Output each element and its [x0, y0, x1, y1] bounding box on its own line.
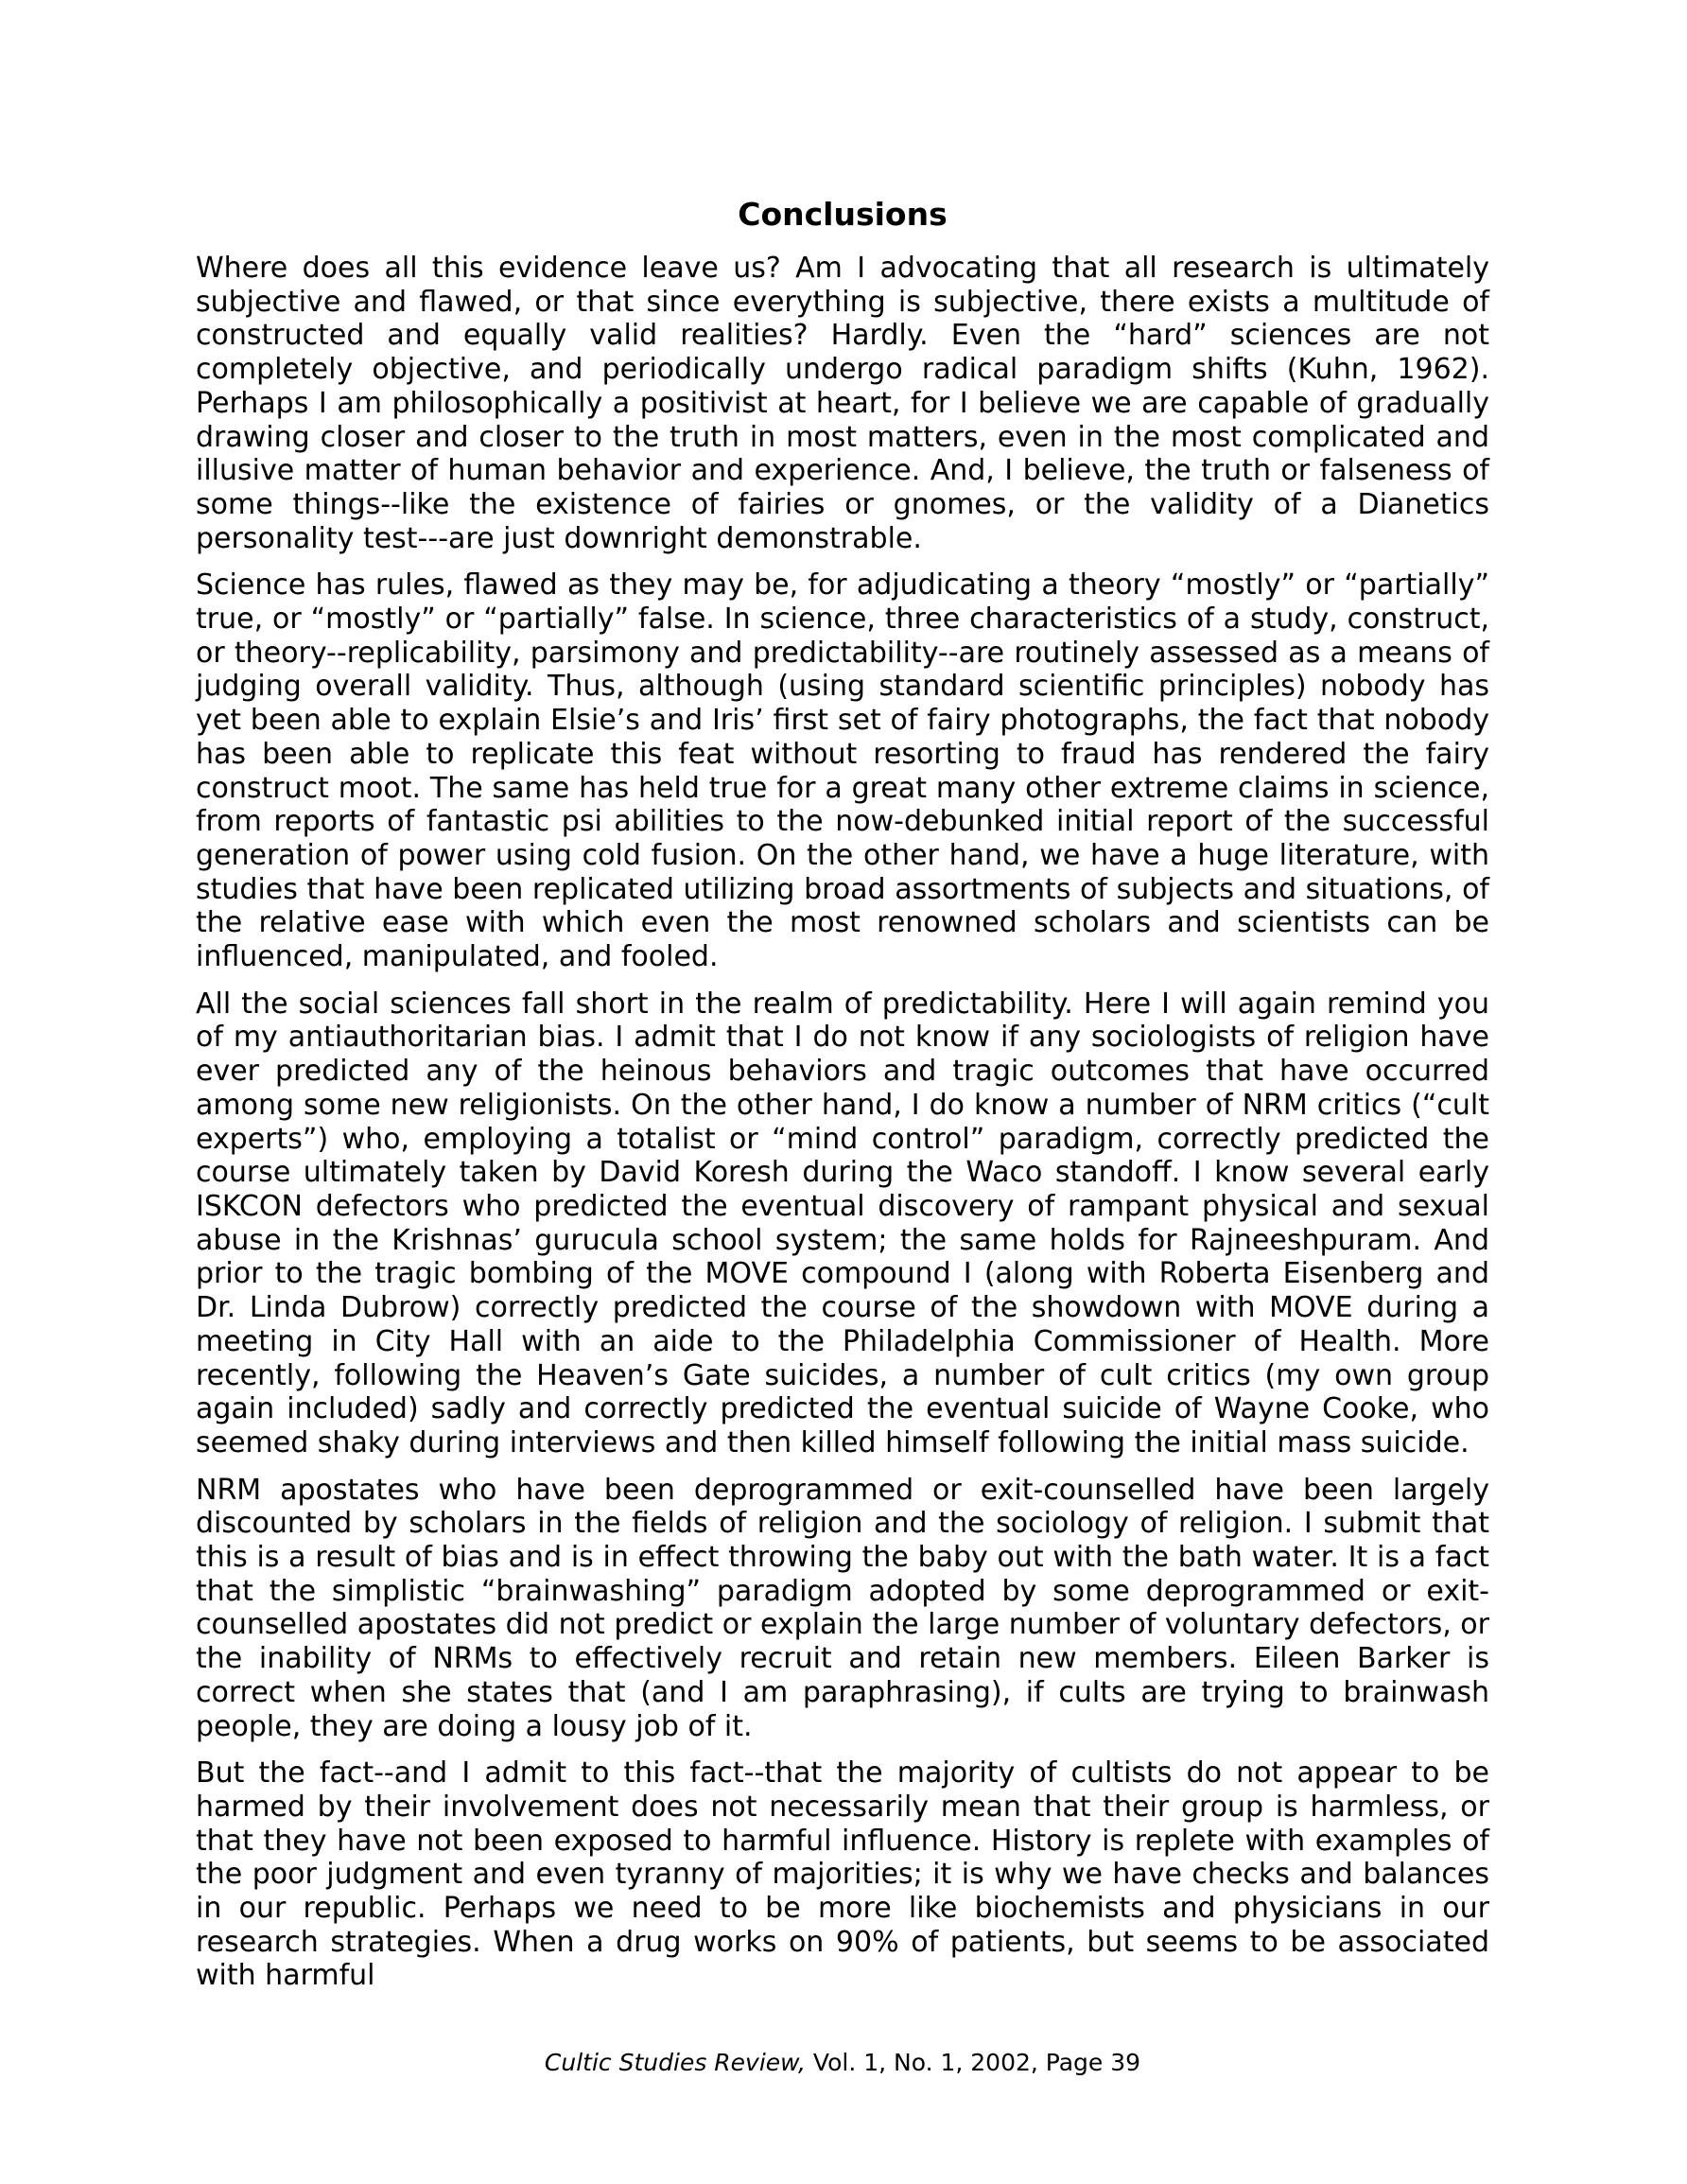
paragraph-3: All the social sciences fall short in the realm of predictability. Here I will again remind you of my antiauthoritarian bias. I admit that I do not know if any sociologists of religion have ever predicted any of the heinous behaviors and tragic outcomes that have occurred among some new religionists. On the other hand, I do know a number of NRM critics (“cult experts”) who, employing a totalist or “mind control” paradigm, correctly predicted the course ultimately taken by David Koresh during the Waco standoff. I know several early ISKCON defectors who predicted the eventual discovery of rampant physical and sexual abuse in the Krishnas’ gurucula school system; the same holds for Rajneeshpuram. And prior to the tragic bombing of the MOVE compound I (along with Roberta Eisenberg and Dr. Linda Dubrow) correctly predicted the course of the showdown with MOVE during a meeting in City Hall with an aide to the Philadelphia Commissioner of Health. More recently, following the Heaven’s Gate suicides, a number of cult critics (my own group again included) sadly and correctly predicted the eventual suicide of Wayne Cooke, who seemed shaky during interviews and then killed himself following the initial mass suicide. [196, 987, 1489, 1459]
page-footer [196, 2049, 1489, 2077]
footer-citation: Vol. 1, No. 1, 2002, Page 39 [805, 2049, 1141, 2077]
footer-journal-title: Cultic Studies Review, [544, 2049, 806, 2077]
paragraph-1: Where does all this evidence leave us? Am I advocating that all research is ultimately subjective and flawed, or that since everything is subjective, there exists a multitude of constructed and equally valid realities? Hardly. Even the “hard” sciences are not completely objective, and periodically undergo radical paradigm shifts (Kuhn, 1962). Perhaps I am philosophically a positivist at heart, for I believe we are capable of gradually drawing closer and closer to the truth in most matters, even in the most complicated and illusive matter of human behavior and experience. And, I believe, the truth or falseness of some things--like the existence of fairies or gnomes, or the validity of a Dianetics personality test---are just downright demonstrable. [196, 252, 1489, 555]
paragraph-4: NRM apostates who have been deprogrammed or exit-counselled have been largely discounted by scholars in the fields of religion and the sociology of religion. I submit that this is a result of bias and is in effect throwing the baby out with the bath water. It is a fact that the simplistic “brainwashing” paradigm adopted by some deprogrammed or exit-counselled apostates did not predict or explain the large number of voluntary defectors, or the inability of NRMs to effectively recruit and retain new members. Eileen Barker is correct when she states that (and I am paraphrasing), if cults are trying to brainwash people, they are doing a lousy job of it. [196, 1473, 1489, 1743]
paragraph-2: Science has rules, flawed as they may be, for adjudicating a theory “mostly” or “partially” true, or “mostly” or “partially” false. In science, three characteristics of a study, construct, or theory--replicability, parsimony and predictability--are routinely assessed as a means of judging overall validity. Thus, although (using standard scientific principles) nobody has yet been able to explain Elsie’s and Iris’ first set of fairy photographs, the fact that nobody has been able to replicate this feat without resorting to fraud has rendered the fairy construct moot. The same has held true for a great many other extreme claims in science, from reports of fantastic psi abilities to the now-debunked initial report of the successful generation of power using cold fusion. On the other hand, we have a huge literature, with studies that have been replicated utilizing broad assortments of subjects and situations, of the relative ease with which even the most renowned scholars and scientists can be influenced, manipulated, and fooled. [196, 568, 1489, 974]
page-title: Conclusions [738, 196, 948, 233]
paragraph-5: But the fact--and I admit to this fact--that the majority of cultists do not appear to be harmed by their involvement does not necessarily mean that their group is harmless, or that they have not been exposed to harmful influence. History is replete with examples of the poor judgment and even tyranny of majorities; it is why we have checks and balances in our republic. Perhaps we need to be more like biochemists and physicians in our research strategies. When a drug works on 90% of patients, but seems to be associated with harmful [196, 1756, 1489, 1993]
